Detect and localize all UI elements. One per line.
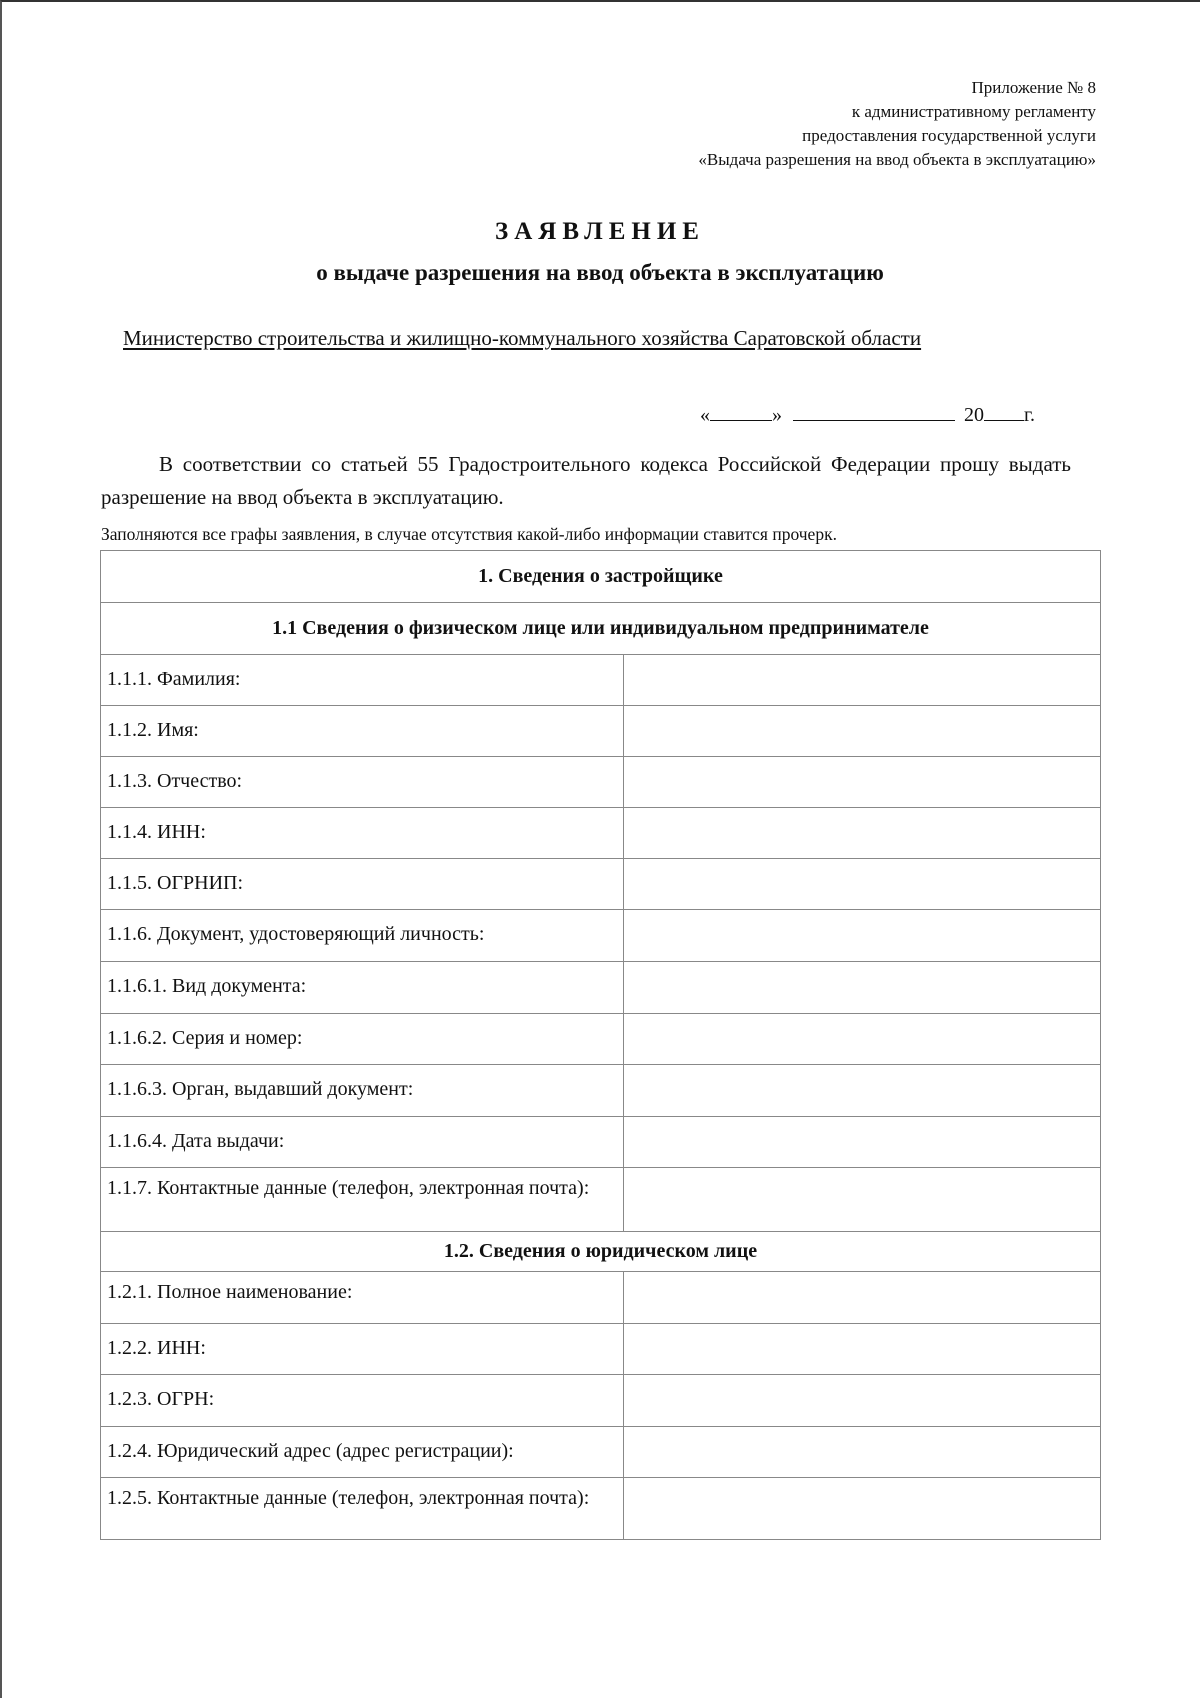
document-title: ЗАЯВЛЕНИЕ xyxy=(495,218,705,245)
table-row xyxy=(101,808,1101,859)
table-row xyxy=(101,1375,1101,1427)
table-row xyxy=(101,757,1101,808)
field-value-cell[interactable] xyxy=(624,1324,1101,1375)
field-value-cell[interactable] xyxy=(624,859,1101,910)
appendix-header xyxy=(698,76,1096,172)
table-row xyxy=(101,1427,1101,1478)
field-value-cell[interactable] xyxy=(624,706,1101,757)
field-label: 1.2.2. ИНН: xyxy=(101,1324,624,1375)
appendix-line-2: к административному регламенту xyxy=(851,102,1096,121)
section-1-2-title: 1.2. Сведения о юридическом лице xyxy=(101,1232,1101,1272)
field-value-cell[interactable] xyxy=(624,1478,1101,1540)
day-blank[interactable] xyxy=(710,402,772,421)
table-row xyxy=(101,1117,1101,1168)
document-subtitle: о выдаче разрешения на ввод объекта в эксплуатацию xyxy=(316,260,884,285)
date-open-quote: « xyxy=(700,404,710,426)
table-row xyxy=(101,655,1101,706)
field-value-cell[interactable] xyxy=(624,655,1101,706)
field-label: 1.2.1. Полное наименование: xyxy=(101,1272,624,1324)
section-1-title: 1. Сведения о застройщике xyxy=(101,551,1101,603)
field-value-cell[interactable] xyxy=(624,1117,1101,1168)
appendix-line-4: «Выдача разрешения на ввод объекта в эксплуатацию» xyxy=(698,150,1096,169)
section-row xyxy=(101,1232,1101,1272)
table-row xyxy=(101,1272,1101,1324)
month-blank[interactable] xyxy=(793,402,955,421)
appendix-number: Приложение № 8 xyxy=(971,78,1096,97)
table-row xyxy=(101,962,1101,1014)
applicant-info-table xyxy=(100,550,1101,1540)
field-label: 1.1.3. Отчество: xyxy=(101,757,624,808)
table-row xyxy=(101,1014,1101,1065)
field-label: 1.1.6.1. Вид документа: xyxy=(101,962,624,1014)
date-line xyxy=(700,402,1035,427)
section-row xyxy=(101,551,1101,603)
year-prefix: 20 xyxy=(964,404,984,426)
fill-note: Заполняются все графы заявления, в случае отсутствия какой-либо информации ставится прочерк. xyxy=(101,524,837,544)
body-paragraph: В соответствии со статьей 55 Градостроительного кодекса Российской Федерации прошу выдать разрешение на ввод объекта в эксплуатацию. xyxy=(101,452,1071,509)
table-row xyxy=(101,706,1101,757)
section-row xyxy=(101,603,1101,655)
field-label: 1.1.4. ИНН: xyxy=(101,808,624,859)
table-row xyxy=(101,859,1101,910)
field-value-cell[interactable] xyxy=(624,1014,1101,1065)
appendix-line-3: предоставления государственной услуги xyxy=(802,126,1096,145)
year-suffix: г. xyxy=(1024,404,1035,426)
year-blank[interactable] xyxy=(984,402,1024,421)
table-row xyxy=(101,1478,1101,1540)
field-label: 1.2.3. ОГРН: xyxy=(101,1375,624,1427)
field-label: 1.1.1. Фамилия: xyxy=(101,655,624,706)
field-label: 1.1.6.4. Дата выдачи: xyxy=(101,1117,624,1168)
field-label: 1.1.7. Контактные данные (телефон, электронная почта): xyxy=(101,1168,624,1232)
field-label: 1.2.4. Юридический адрес (адрес регистрации): xyxy=(101,1427,624,1478)
field-label: 1.1.6.3. Орган, выдавший документ: xyxy=(101,1065,624,1117)
field-value-cell[interactable] xyxy=(624,1272,1101,1324)
ministry-name: Министерство строительства и жилищно-коммунального хозяйства Саратовской области xyxy=(123,326,922,350)
table-row xyxy=(101,910,1101,962)
field-value-cell[interactable] xyxy=(624,808,1101,859)
table-row xyxy=(101,1324,1101,1375)
table-row xyxy=(101,1168,1101,1232)
field-value-cell[interactable] xyxy=(624,1168,1101,1232)
field-value-cell[interactable] xyxy=(624,962,1101,1014)
field-label: 1.1.6.2. Серия и номер: xyxy=(101,1014,624,1065)
section-1-1-title: 1.1 Сведения о физическом лице или индивидуальном предпринимателе xyxy=(101,603,1101,655)
date-close-quote: » xyxy=(772,404,782,426)
field-value-cell[interactable] xyxy=(624,1375,1101,1427)
field-value-cell[interactable] xyxy=(624,757,1101,808)
field-label: 1.2.5. Контактные данные (телефон, электронная почта): xyxy=(101,1478,624,1540)
field-value-cell[interactable] xyxy=(624,1065,1101,1117)
field-label: 1.1.5. ОГРНИП: xyxy=(101,859,624,910)
field-label: 1.1.6. Документ, удостоверяющий личность: xyxy=(101,910,624,962)
field-value-cell[interactable] xyxy=(624,910,1101,962)
table-row xyxy=(101,1065,1101,1117)
field-label: 1.1.2. Имя: xyxy=(101,706,624,757)
field-value-cell[interactable] xyxy=(624,1427,1101,1478)
